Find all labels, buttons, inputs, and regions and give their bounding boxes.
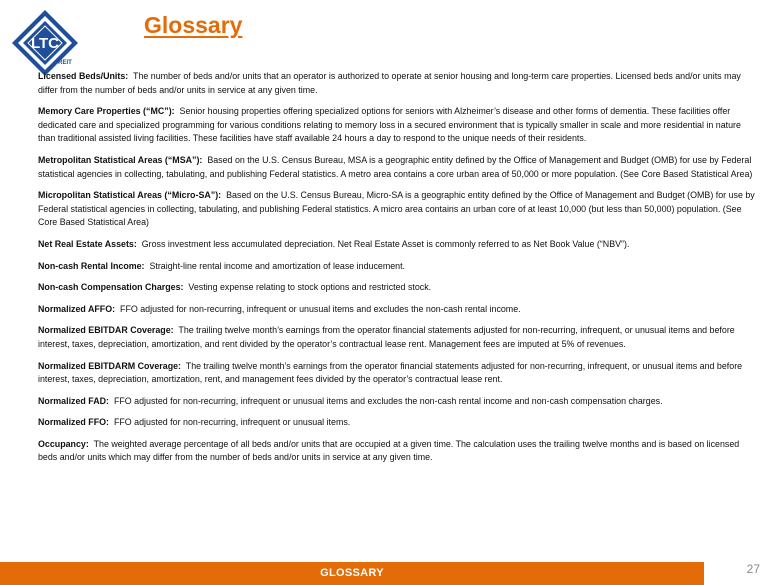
glossary-entry — [38, 438, 760, 465]
glossary-entry — [38, 395, 760, 409]
glossary-definition: The trailing twelve month’s earnings from the operator financial statements adjusted for non-recurring, infrequent, or unusual items and before interest, taxes, depreciation, amortization, rent, and management fees divided by the operator’s contractual lease rent. — [38, 360, 743, 385]
glossary-entry — [38, 70, 760, 97]
glossary-term: Normalized FFO: — [38, 417, 110, 428]
logo-brand: LTC — [30, 35, 60, 52]
glossary-entry — [38, 360, 760, 387]
glossary-definition: Straight-line rental income and amortization of lease inducement. — [149, 260, 406, 271]
page-title: Glossary — [144, 12, 243, 38]
glossary-term: Non-cash Rental Income: — [38, 260, 145, 271]
glossary-entry — [38, 303, 760, 317]
glossary-definition: The weighted average percentage of all beds and/or units that are occupied at a given time. The calculation uses the trailing twelve months and is based on licensed beds and/or units which may differ from the number of beds and/or units in service at any given time. — [38, 438, 740, 463]
glossary-definition: FFO adjusted for non-recurring, infrequent or unusual items. — [113, 417, 351, 428]
glossary-definition: The number of beds and/or units that an operator is authorized to operate at senior housing and long-term care properties. Licensed beds and/or units may differ from the number of beds and/or units in service at any given time. — [38, 71, 741, 95]
footer-section-label: GLOSSARY — [320, 567, 384, 579]
glossary-entry — [38, 324, 760, 351]
glossary-entry — [38, 281, 760, 295]
glossary-term: Metropolitan Statistical Areas (“MSA”): — [38, 154, 203, 165]
glossary-definition: Vesting expense relating to stock options and restricted stock. — [188, 282, 432, 293]
glossary-entry — [38, 154, 760, 181]
glossary-entry — [38, 105, 760, 146]
page-number: 27 — [746, 562, 760, 576]
glossary-term: Normalized AFFO: — [38, 303, 116, 314]
glossary-term: Net Real Estate Assets: — [38, 238, 137, 249]
glossary-list — [38, 70, 760, 473]
glossary-definition: Based on the U.S. Census Bureau, Micro-SA is a geographic entity defined by the Office of Management and Budget (OMB) for use by Federal statistical agencies in collecting, tabulating, and publishing Federal statistics. A micro area contains an urban core of at least 10,000 (but less than 50,000) population. (See Core Based Statistical Area) — [38, 190, 755, 228]
glossary-term: Memory Care Properties (“MC”): — [38, 106, 175, 117]
footer-bar — [0, 562, 704, 585]
glossary-entry — [38, 416, 760, 430]
ltc-reit-logo — [10, 8, 80, 78]
glossary-term: Micropolitan Statistical Areas (“Micro-SA”): — [38, 190, 222, 201]
glossary-entry — [38, 189, 760, 230]
glossary-entry — [38, 260, 760, 274]
glossary-definition: Based on the U.S. Census Bureau, MSA is a geographic entity defined by the Office of Management and Budget (OMB) for use by Federal statistical agencies in collecting, tabulating, and publishing Federal statistics. A metro area contains a core urban area of 50,000 or more population. (See Core Based Statistical Area) — [38, 154, 753, 179]
glossary-term: Non-cash Compensation Charges: — [38, 282, 184, 293]
glossary-entry — [38, 238, 760, 252]
glossary-term: Normalized EBITDAR Coverage: — [38, 325, 174, 336]
glossary-term: Occupancy: — [38, 438, 89, 449]
glossary-definition: The trailing twelve month’s earnings from the operator financial statements adjusted for non-recurring, infrequent, or unusual items and before interest, taxes, depreciation, amortization, and rent divided by the operator’s contractual lease rent. Management fees are imputed at 5% of revenues. — [38, 325, 735, 349]
glossary-term: Licensed Beds/Units: — [38, 71, 129, 81]
glossary-definition: Gross investment less accumulated depreciation. Net Real Estate Asset is commonly referred to as Net Book Value (“NBV”). — [141, 238, 630, 249]
glossary-definition: FFO adjusted for non-recurring, infrequent or unusual items and excludes the non-cash rental income. — [120, 303, 521, 314]
logo-sub: REIT — [58, 60, 72, 66]
glossary-term: Normalized EBITDARM Coverage: — [38, 360, 182, 371]
glossary-definition: FFO adjusted for non-recurring, infrequent or unusual items and excludes the non-cash rental income and non-cash compensation charges. — [113, 395, 663, 406]
glossary-term: Normalized FAD: — [38, 395, 110, 406]
glossary-definition: Senior housing properties offering specialized options for seniors with Alzheimer’s disease and other forms of dementia. These facilities offer dedicated care and specialized programming for various conditions relating to memory loss in a secured environment that is typically smaller in scale and more residential in nature than traditional assisted living facilities. These facilities have staff available 24 hours a day to respond to the unique needs of their residents. — [38, 106, 741, 144]
